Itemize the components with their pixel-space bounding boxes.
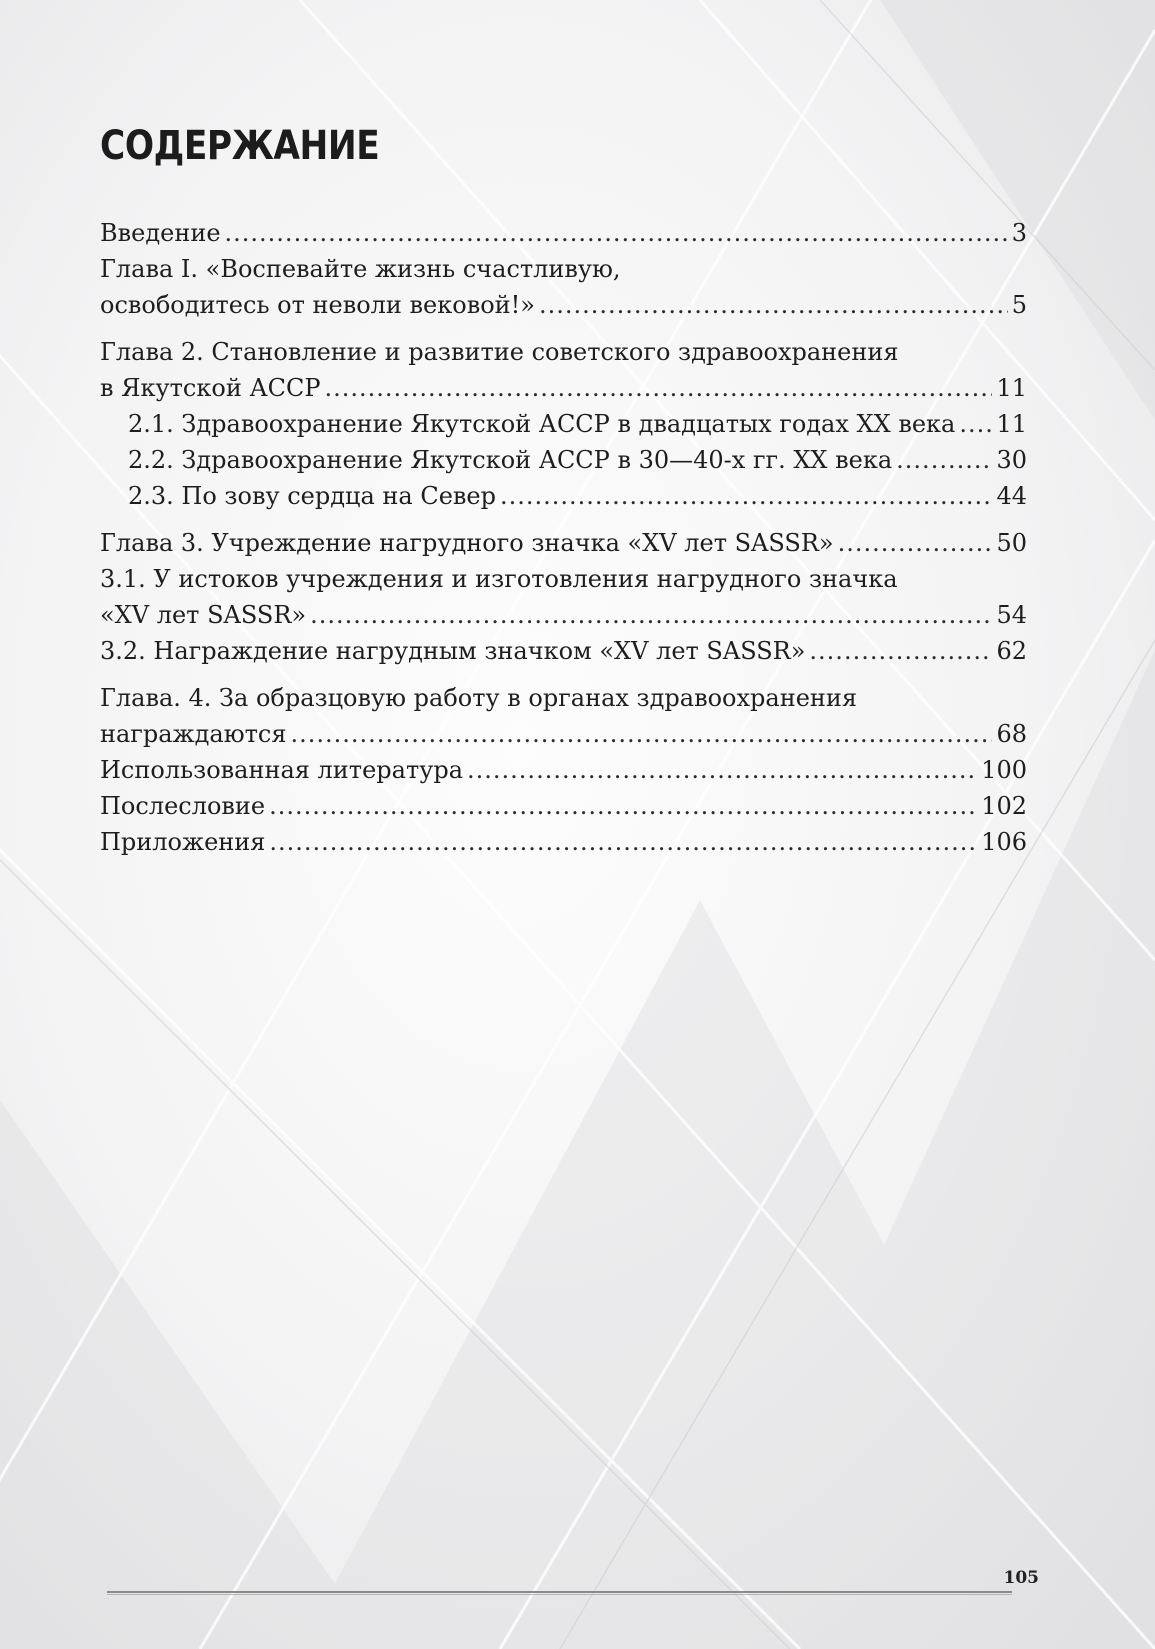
toc-page-number: 54 xyxy=(996,601,1027,629)
toc-entry-title: «XV лет SASSR» xyxy=(100,601,307,629)
dot-leader xyxy=(325,370,993,406)
toc-line xyxy=(100,788,1027,824)
toc-page-number: 62 xyxy=(996,637,1027,665)
toc-line xyxy=(100,287,1027,323)
toc-entry-title: Глава 3. Учреждение нагрудного значка «XV лет SASSR» xyxy=(100,529,834,557)
toc-entry xyxy=(100,680,1027,752)
toc-entry-title: 2.1. Здравоохранение Якутской АССР в двадцатых годах XX века xyxy=(128,410,956,438)
toc-entry xyxy=(100,406,1027,442)
toc-entry xyxy=(100,478,1027,514)
toc-line xyxy=(100,752,1027,788)
toc-line xyxy=(100,824,1027,860)
toc-page-number: 3 xyxy=(1011,219,1027,247)
toc-entry-title: Использованная литература xyxy=(100,756,464,784)
toc-entry xyxy=(100,561,1027,633)
dot-leader xyxy=(290,716,992,752)
toc-entry-title: 3.2. Награждение нагрудным значком «XV лет SASSR» xyxy=(100,637,806,665)
toc-entry xyxy=(100,334,1027,406)
toc-line xyxy=(100,561,1027,597)
toc-entry-title: Глава I. «Воспевайте жизнь счастливую, xyxy=(100,255,621,283)
footer-rule-thin xyxy=(107,1594,1012,1595)
toc-page-number: 30 xyxy=(996,446,1027,474)
dot-leader xyxy=(467,752,977,788)
dot-leader xyxy=(809,633,992,669)
toc-line xyxy=(100,442,1027,478)
toc-entry-title: Приложения xyxy=(100,828,266,856)
toc-entry xyxy=(100,251,1027,323)
toc-entry xyxy=(100,788,1027,824)
toc-line xyxy=(100,478,1027,514)
toc-page-number: 5 xyxy=(1011,291,1027,319)
toc-entry-title: в Якутской АССР xyxy=(100,374,321,402)
page-title: СОДЕРЖАНИЕ xyxy=(100,123,380,169)
toc-page-number: 11 xyxy=(996,410,1027,438)
toc-page-number: 11 xyxy=(996,374,1027,402)
toc-entry-title: награждаются xyxy=(100,720,287,748)
toc-entry-title: Введение xyxy=(100,219,221,247)
toc-line xyxy=(100,406,1027,442)
toc-entry-title: освободитесь от неволи вековой!» xyxy=(100,291,535,319)
toc-line xyxy=(100,334,1027,370)
dot-leader xyxy=(959,406,992,442)
toc-page-number: 106 xyxy=(981,828,1027,856)
toc-page-number: 50 xyxy=(996,529,1027,557)
table-of-contents xyxy=(100,215,1027,860)
toc-page-number: 102 xyxy=(981,792,1027,820)
toc-entry-title: Послесловие xyxy=(100,792,266,820)
dot-leader xyxy=(225,215,1008,251)
toc-entry-title: 2.2. Здравоохранение Якутской АССР в 30—40-х гг. XX века xyxy=(128,446,893,474)
dot-leader xyxy=(500,478,992,514)
toc-entry xyxy=(100,215,1027,251)
toc-line xyxy=(100,716,1027,752)
page-number: 105 xyxy=(1003,1568,1039,1588)
toc-line xyxy=(100,597,1027,633)
toc-entry-title: 3.1. У истоков учреждения и изготовления нагрудного значка xyxy=(100,565,898,593)
toc-line xyxy=(100,525,1027,561)
toc-entry-title: 2.3. По зову сердца на Север xyxy=(128,482,496,510)
dot-leader xyxy=(269,824,977,860)
dot-leader xyxy=(838,525,993,561)
toc-line xyxy=(100,251,1027,287)
toc-page-number: 68 xyxy=(996,720,1027,748)
toc-entry xyxy=(100,752,1027,788)
toc-entry-title: Глава. 4. За образцовую работу в органах здравоохранения xyxy=(100,684,858,712)
dot-leader xyxy=(269,788,977,824)
toc-line xyxy=(100,370,1027,406)
toc-entry xyxy=(100,824,1027,860)
toc-page-number: 44 xyxy=(996,482,1027,510)
dot-leader xyxy=(896,442,992,478)
toc-line xyxy=(100,215,1027,251)
toc-line xyxy=(100,680,1027,716)
toc-page-number: 100 xyxy=(981,756,1027,784)
toc-entry xyxy=(100,633,1027,669)
toc-entry xyxy=(100,525,1027,561)
footer-rule xyxy=(107,1591,1012,1593)
toc-entry xyxy=(100,442,1027,478)
dot-leader xyxy=(310,597,992,633)
toc-line xyxy=(100,633,1027,669)
dot-leader xyxy=(539,287,1008,323)
toc-entry-title: Глава 2. Становление и развитие советского здравоохранения xyxy=(100,338,899,366)
